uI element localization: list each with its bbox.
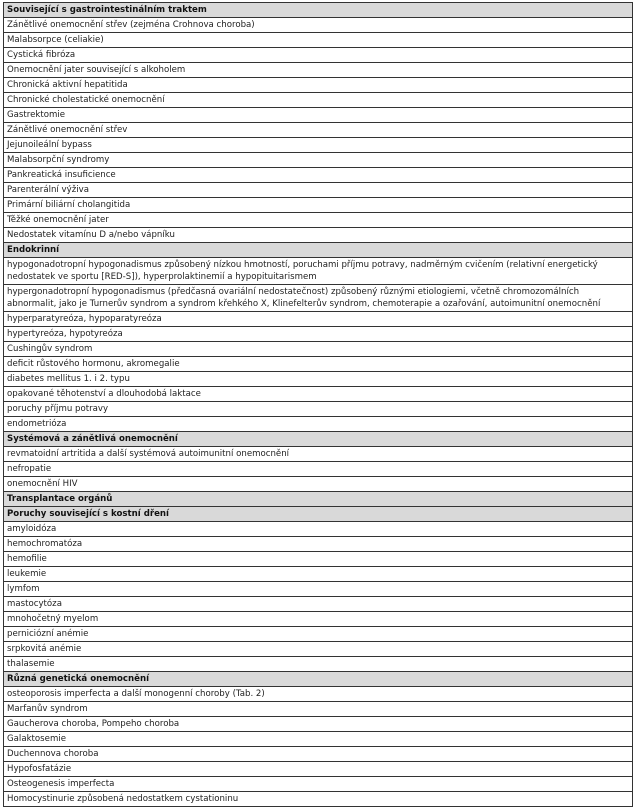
table-cell: mnohočetný myelom (4, 612, 633, 627)
table-cell: Nedostatek vitamínu D a/nebo vápníku (4, 228, 633, 243)
table-cell: leukemie (4, 567, 633, 582)
table-row (4, 447, 633, 462)
table-cell: Homocystinurie způsobená nedostatkem cystationinu (4, 792, 633, 807)
table-row (4, 717, 633, 732)
table-cell: Jejunoileální bypass (4, 138, 633, 153)
table-cell: Zánětlivé onemocnění střev (zejména Crohnova choroba) (4, 18, 633, 33)
table-cell: hypertyreóza, hypotyreóza (4, 327, 633, 342)
table-cell: Onemocnění jater související s alkoholem (4, 63, 633, 78)
table-row (4, 342, 633, 357)
table-row (4, 582, 633, 597)
table-cell: hypergonadotropní hypogonadismus (předčasná ovariální nedostatečnost) způsobený různými etiologiemi, včetně chromozomálních abnormalit, jako je Turnerův syndrom a syndrom křehkého X, Klinefelterův syndrom, chemoterapie a ozařování, autoimunitní onemocnění (4, 285, 633, 312)
table-cell: Cushingův syndrom (4, 342, 633, 357)
section-title: Související s gastrointestinálním traktem (4, 3, 633, 18)
table-cell: Zánětlivé onemocnění střev (4, 123, 633, 138)
table-row (4, 642, 633, 657)
table-row (4, 657, 633, 672)
table-cell: srpkovitá anémie (4, 642, 633, 657)
table-row (4, 312, 633, 327)
conditions-table-body (4, 3, 633, 807)
table-cell: onemocnění HIV (4, 477, 633, 492)
table-cell: Marfanův syndrom (4, 702, 633, 717)
table-row (4, 285, 633, 312)
table-row (4, 93, 633, 108)
section-header-row (4, 507, 633, 522)
table-row (4, 597, 633, 612)
table-row (4, 792, 633, 807)
table-cell: Osteogenesis imperfecta (4, 777, 633, 792)
section-header-row (4, 243, 633, 258)
table-row (4, 108, 633, 123)
table-cell: Parenterální výživa (4, 183, 633, 198)
conditions-table (3, 2, 633, 807)
section-header-row (4, 492, 633, 507)
table-row (4, 48, 633, 63)
table-cell: Gaucherova choroba, Pompeho choroba (4, 717, 633, 732)
table-row (4, 747, 633, 762)
section-title: Poruchy související s kostní dření (4, 507, 633, 522)
table-cell: hemochromatóza (4, 537, 633, 552)
table-row (4, 63, 633, 78)
section-title: Různá genetická onemocnění (4, 672, 633, 687)
table-cell: hypogonadotropní hypogonadismus způsobený nízkou hmotností, poruchami příjmu potravy, nadměrným cvičením (relativní energetický nedostatek ve sportu [RED-S]), hyperprolaktinemií a hypopituitarismem (4, 258, 633, 285)
table-row (4, 33, 633, 48)
table-cell: amyloidóza (4, 522, 633, 537)
table-cell: hemofilie (4, 552, 633, 567)
table-cell: Hypofosfatázie (4, 762, 633, 777)
table-row (4, 477, 633, 492)
table-row (4, 387, 633, 402)
section-title: Systémová a zánětlivá onemocnění (4, 432, 633, 447)
table-row (4, 168, 633, 183)
table-row (4, 258, 633, 285)
table-cell: lymfom (4, 582, 633, 597)
table-row (4, 138, 633, 153)
table-row (4, 732, 633, 747)
table-row (4, 78, 633, 93)
table-row (4, 198, 633, 213)
table-row (4, 183, 633, 198)
table-row (4, 18, 633, 33)
table-row (4, 213, 633, 228)
table-row (4, 627, 633, 642)
section-header-row (4, 3, 633, 18)
table-cell: Malabsorpční syndromy (4, 153, 633, 168)
table-row (4, 762, 633, 777)
table-row (4, 402, 633, 417)
table-row (4, 702, 633, 717)
table-row (4, 357, 633, 372)
table-cell: Galaktosemie (4, 732, 633, 747)
table-cell: Cystická fibróza (4, 48, 633, 63)
section-title: Endokrinní (4, 243, 633, 258)
table-row (4, 687, 633, 702)
table-row (4, 567, 633, 582)
table-cell: osteoporosis imperfecta a další monogenní choroby (Tab. 2) (4, 687, 633, 702)
table-cell: diabetes mellitus 1. i 2. typu (4, 372, 633, 387)
section-header-row (4, 432, 633, 447)
table-cell: opakované těhotenství a dlouhodobá laktace (4, 387, 633, 402)
table-row (4, 462, 633, 477)
table-cell: Primární biliární cholangitida (4, 198, 633, 213)
table-cell: nefropatie (4, 462, 633, 477)
table-cell: deficit růstového hormonu, akromegalie (4, 357, 633, 372)
table-row (4, 537, 633, 552)
table-row (4, 153, 633, 168)
table-cell: Duchennova choroba (4, 747, 633, 762)
table-cell: mastocytóza (4, 597, 633, 612)
table-cell: Těžké onemocnění jater (4, 213, 633, 228)
table-row (4, 123, 633, 138)
table-cell: hyperparatyreóza, hypoparatyreóza (4, 312, 633, 327)
table-cell: poruchy příjmu potravy (4, 402, 633, 417)
table-cell: Malabsorpce (celiakie) (4, 33, 633, 48)
table-row (4, 228, 633, 243)
table-cell: Chronické cholestatické onemocnění (4, 93, 633, 108)
table-cell: perniciózní anémie (4, 627, 633, 642)
table-row (4, 372, 633, 387)
table-cell: endometrióza (4, 417, 633, 432)
table-cell: Pankreatická insuficience (4, 168, 633, 183)
table-row (4, 522, 633, 537)
table-row (4, 327, 633, 342)
table-row (4, 612, 633, 627)
section-header-row (4, 672, 633, 687)
table-cell: revmatoidní artritida a další systémová autoimunitní onemocnění (4, 447, 633, 462)
table-cell: Chronická aktivní hepatitida (4, 78, 633, 93)
section-title: Transplantace orgánů (4, 492, 633, 507)
table-cell: thalasemie (4, 657, 633, 672)
table-row (4, 417, 633, 432)
table-cell: Gastrektomie (4, 108, 633, 123)
table-row (4, 552, 633, 567)
table-row (4, 777, 633, 792)
